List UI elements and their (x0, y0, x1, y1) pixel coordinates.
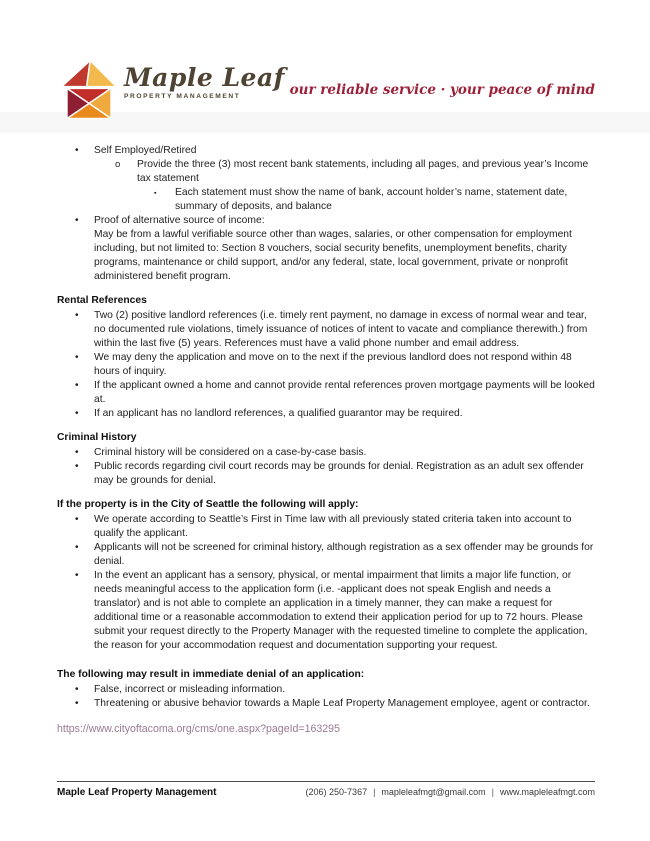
bullet-text: Applicants will not be screened for criminal history, although registration as a sex offender may be grounds for denial. (94, 542, 594, 567)
section-bullet-list (57, 446, 595, 488)
bullet-item (57, 569, 595, 653)
bullet-text: Two (2) positive landlord references (i.e. timely rent payment, no damage in excess of normal wear and tear, no documented rule violations, timely issuance of notices of intent to vacate and compliance therewith.) from within the last five (5) years. References must have a valid phone number and email address. (94, 310, 588, 349)
bullet-marker: • (75, 514, 79, 525)
footer-separator: | (491, 787, 494, 797)
document-body (57, 144, 595, 737)
bullet-text: Each statement must show the name of bank, account holder’s name, statement date, summary of deposits, and balance (175, 187, 568, 212)
bullet-marker: • (75, 380, 79, 391)
bullet-marker: • (75, 698, 79, 709)
bullet-text: Proof of alternative source of income: (94, 215, 265, 226)
bullet-marker: • (75, 684, 79, 695)
bullet-marker: • (75, 570, 79, 581)
footer-contact (306, 787, 595, 797)
bullet-item (57, 513, 595, 541)
bullet-item (57, 144, 595, 158)
footer-separator: | (373, 787, 376, 797)
sections-container (57, 294, 595, 711)
bullet-continuation: May be from a lawful verifiable source other than wages, salaries, or other compensation for employment including, but not limited to: Section 8 vouchers, social security benefits, unemployment benefits, charity programs, maintenance or child support, and/or any federal, state, local government, private or nonprofit administered benefit program. (94, 229, 572, 282)
intro-bullet-list (57, 144, 595, 284)
section-heading: If the property is in the City of Seattle the following will apply: (57, 499, 359, 510)
bullet-text: Public records regarding civil court records may be grounds for denial. Registration as an adult sex offender may be grounds for denial. (94, 461, 584, 486)
bullet-marker: • (75, 215, 79, 226)
bullet-item (57, 683, 595, 697)
bullet-marker: o (115, 159, 121, 170)
house-logo-icon (60, 58, 118, 121)
section-bullet-list (57, 309, 595, 421)
brand-block (124, 63, 285, 100)
section-bullet-list (57, 683, 595, 711)
bullet-marker: • (75, 447, 79, 458)
footer-company: Maple Leaf Property Management (57, 787, 217, 798)
bullet-marker: ▪ (154, 190, 157, 197)
bullet-marker: • (75, 145, 79, 156)
section-bullet-list (57, 513, 595, 653)
bullet-text: We may deny the application and move on to the next if the previous landlord does not respond within 48 hours of inquiry. (94, 352, 572, 377)
bullet-item (57, 379, 595, 407)
bullet-item (57, 541, 595, 569)
bullet-text: In the event an applicant has a sensory, physical, or mental impairment that limits a major life function, or needs meaningful access to the application form (i.e. -applicant does not speak English and needs a translator) and is not able to complete an application in a timely manner, they can make a request for additional time or a reasonable accommodation to extend their application period for up to 72 hours. Please submit your request directly to the Property Manager with the requested timeline to complete the application, the reason for your accommodation request and documentation supporting your request. (94, 570, 588, 651)
bullet-marker: • (75, 461, 79, 472)
bullet-item (57, 460, 595, 488)
section-heading: The following may result in immediate denial of an application: (57, 669, 365, 680)
footer-email: mapleleafmgt@gmail.com (381, 787, 486, 797)
bullet-item (57, 309, 595, 351)
bullet-text: Criminal history will be considered on a case-by-case basis. (94, 447, 367, 458)
section-heading: Criminal History (57, 432, 137, 443)
bullet-item (57, 214, 595, 228)
brand-name: Maple Leaf (124, 63, 285, 92)
bullet-marker: • (75, 310, 79, 321)
letterhead (0, 0, 650, 140)
section-criminal-history (57, 431, 595, 488)
section-the-following-may-result-in-immediate-de (57, 668, 595, 711)
section-heading: Rental References (57, 295, 147, 306)
footer-phone: (206) 250-7367 (305, 787, 368, 797)
company-logo (60, 58, 118, 121)
bullet-text: We operate according to Seattle’s First in Time law with all previously stated criteria taken into account to qualify the applicant. (94, 514, 572, 539)
brand-subtitle: PROPERTY MANAGEMENT (124, 93, 241, 100)
bullet-text: If the applicant owned a home and cannot provide rental references proven mortgage payments will be looked at. (94, 380, 595, 405)
bullet-marker: • (75, 352, 79, 363)
bullet-item (57, 697, 595, 711)
bullet-item (57, 446, 595, 460)
bullet-item (57, 186, 595, 214)
bullet-marker: • (75, 408, 79, 419)
company-tagline: our reliable service · your peace of mind (289, 82, 595, 98)
footer-website: www.mapleleafmgt.com (499, 787, 595, 797)
bullet-item (57, 158, 595, 186)
page-footer (57, 781, 595, 798)
tacoma-link[interactable]: https://www.cityoftacoma.org/cms/one.aspx?pageId=163295 (57, 723, 340, 735)
section-rental-references (57, 294, 595, 421)
bullet-item (57, 351, 595, 379)
bullet-text: Threatening or abusive behavior towards a Maple Leaf Property Management employee, agent or contractor. (94, 698, 590, 709)
bullet-text: If an applicant has no landlord references, a qualified guarantor may be required. (94, 408, 463, 419)
bullet-text: Self Employed/Retired (94, 145, 197, 156)
bullet-text: False, incorrect or misleading information. (94, 684, 286, 695)
section-if-the-property-is-in-the-city-of-seattl (57, 498, 595, 653)
bullet-marker: • (75, 542, 79, 553)
bullet-item (57, 407, 595, 421)
bullet-text: Provide the three (3) most recent bank statements, including all pages, and previous year’s Income tax statement (137, 159, 589, 184)
